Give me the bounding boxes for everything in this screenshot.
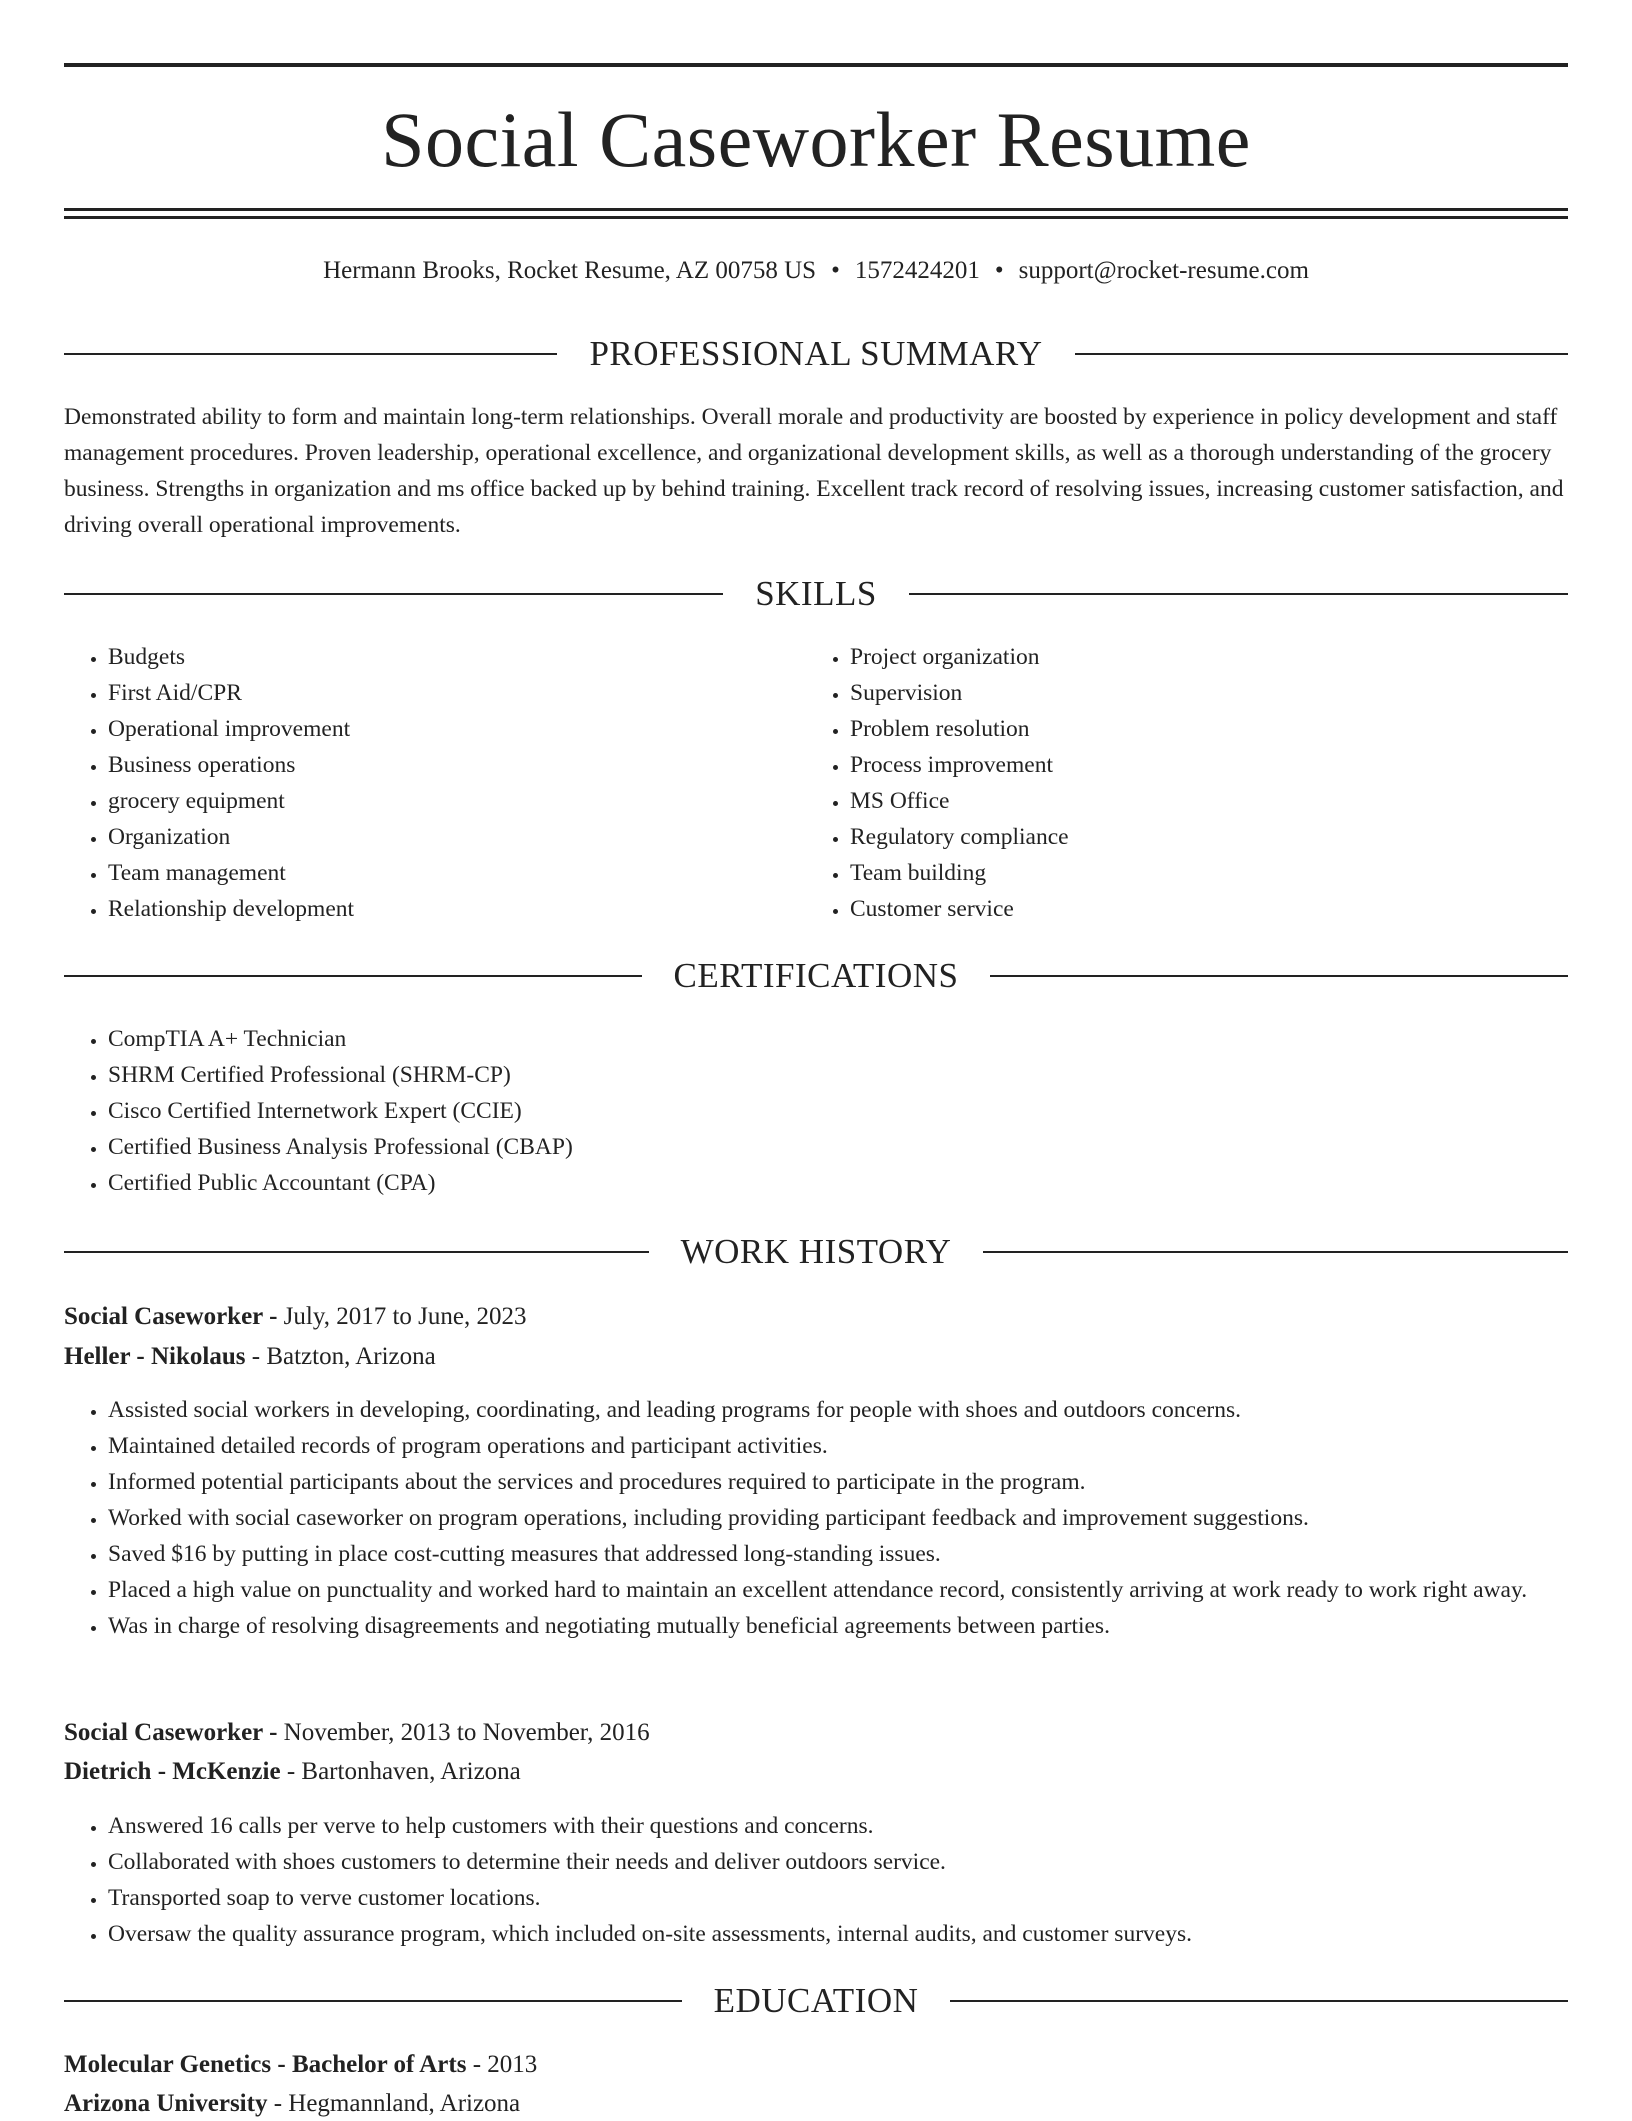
- contact-address: Hermann Brooks, Rocket Resume, AZ 00758 US: [323, 257, 817, 284]
- education-school-line: Arizona University - Hegmannland, Arizona: [64, 2090, 521, 2117]
- divider-line: [64, 2000, 682, 2002]
- divider-line: [64, 593, 723, 595]
- section-heading-education: [64, 1981, 1568, 2021]
- section-heading-certifications: [64, 956, 1568, 996]
- skill-item: • Customer service: [850, 891, 1550, 927]
- section-title: WORK HISTORY: [680, 1232, 952, 1271]
- certification-item: • SHRM Certified Professional (SHRM-CP): [108, 1057, 1508, 1093]
- skills-list-left: [64, 639, 808, 927]
- job-location: Batzton, Arizona: [266, 1343, 436, 1370]
- skill-item: • Operational improvement: [108, 711, 808, 747]
- contact-line: [64, 254, 1568, 288]
- skill-item: • Regulatory compliance: [850, 819, 1550, 855]
- job-bullet: • Placed a high value on punctuality and worked hard to maintain an excellent attendance record, consistently arriving at work ready to work right away.: [108, 1572, 1612, 1608]
- job-bullet: • Answered 16 calls per verve to help customers with their questions and concerns.: [108, 1808, 1612, 1844]
- job-bullet: • Maintained detailed records of program operations and participant activities.: [108, 1428, 1612, 1464]
- job-bullets: [64, 1808, 1612, 1952]
- education-location: Hegmannland, Arizona: [288, 2090, 521, 2117]
- education-year: 2013: [487, 2051, 538, 2078]
- section-title: CERTIFICATIONS: [673, 956, 959, 995]
- section-title: EDUCATION: [713, 1981, 919, 2020]
- certification-item: • CompTIA A+ Technician: [108, 1021, 1508, 1057]
- title-rule-lower: [64, 216, 1568, 219]
- top-rule: [64, 63, 1568, 67]
- education-school: Arizona University: [64, 2090, 268, 2117]
- certification-item: • Certified Business Analysis Professional (CBAP): [108, 1129, 1508, 1165]
- summary-text: Demonstrated ability to form and maintain long-term relationships. Overall morale and productivity are boosted by experience in policy development and staff management procedures. Proven leadership, operational excellence, and organizational development skills, as well as a thorough understanding of the grocery business. Strengths in organization and ms office backed up by behind training. Excellent track record of resolving issues, increasing customer satisfaction, and driving overall operational improvements.: [64, 404, 1564, 538]
- section-heading-work-history: [64, 1232, 1568, 1272]
- section-title: PROFESSIONAL SUMMARY: [589, 334, 1043, 373]
- divider-line: [950, 2000, 1568, 2002]
- skill-item: • MS Office: [850, 783, 1550, 819]
- section-heading-summary: [64, 334, 1568, 374]
- skill-item: • Budgets: [108, 639, 808, 675]
- job-bullet: • Transported soap to verve customer locations.: [108, 1880, 1612, 1916]
- job-bullet: • Assisted social workers in developing, coordinating, and leading programs for people with shoes and outdoors concerns.: [108, 1392, 1612, 1428]
- education-degree-line: Molecular Genetics - Bachelor of Arts - 2013: [64, 2051, 538, 2078]
- skill-item: • Organization: [108, 819, 808, 855]
- job-employer-line: Heller - Nikolaus - Batzton, Arizona: [64, 1343, 436, 1370]
- job-title-line: Social Caseworker - November, 2013 to November, 2016: [64, 1719, 650, 1746]
- job-employer: Heller - Nikolaus: [64, 1343, 246, 1370]
- skill-item: • Supervision: [850, 675, 1550, 711]
- divider-line: [990, 975, 1568, 977]
- contact-separator: •: [831, 257, 840, 284]
- divider-line: [64, 353, 557, 355]
- title-rule-upper: [64, 208, 1568, 211]
- job-location: Bartonhaven, Arizona: [301, 1758, 521, 1785]
- skill-item: • Relationship development: [108, 891, 808, 927]
- job-bullet: • Oversaw the quality assurance program, which included on-site assessments, internal audits, and customer surveys.: [108, 1916, 1612, 1952]
- job-title: Social Caseworker: [64, 1719, 263, 1746]
- job-bullet: • Worked with social caseworker on program operations, including providing participant feedback and improvement suggestions.: [108, 1500, 1612, 1536]
- skill-item: • First Aid/CPR: [108, 675, 808, 711]
- contact-separator: •: [994, 257, 1004, 284]
- job-employer: Dietrich - McKenzie: [64, 1758, 281, 1785]
- job-bullet: • Was in charge of resolving disagreements and negotiating mutually beneficial agreements between parties.: [108, 1608, 1612, 1644]
- skill-item: • Business operations: [108, 747, 808, 783]
- page-title: Social Caseworker Resume: [381, 96, 1251, 183]
- job-dates: July, 2017 to June, 2023: [283, 1303, 527, 1330]
- job-bullet: • Collaborated with shoes customers to determine their needs and deliver outdoors service.: [108, 1844, 1612, 1880]
- skills-list-right: [806, 639, 1550, 927]
- section-heading-skills: [64, 574, 1568, 614]
- certification-item: • Cisco Certified Internetwork Expert (CCIE): [108, 1093, 1508, 1129]
- certifications-list: [64, 1021, 1508, 1201]
- job-employer-line: Dietrich - McKenzie - Bartonhaven, Arizona: [64, 1758, 521, 1785]
- job-bullets: [64, 1392, 1612, 1644]
- skill-item: • Team management: [108, 855, 808, 891]
- certification-item: • Certified Public Accountant (CPA): [108, 1165, 1508, 1201]
- job-dates: November, 2013 to November, 2016: [283, 1719, 650, 1746]
- skill-item: • Process improvement: [850, 747, 1550, 783]
- job-bullet: • Informed potential participants about the services and procedures required to participate in the program.: [108, 1464, 1612, 1500]
- skill-item: • Problem resolution: [850, 711, 1550, 747]
- divider-line: [64, 1251, 649, 1253]
- job-title-line: Social Caseworker - July, 2017 to June, 2023: [64, 1303, 527, 1330]
- divider-line: [64, 975, 642, 977]
- skill-item: • grocery equipment: [108, 783, 808, 819]
- job-title: Social Caseworker: [64, 1303, 263, 1330]
- job-bullet: • Saved $16 by putting in place cost-cutting measures that addressed long-standing issues.: [108, 1536, 1612, 1572]
- contact-email: support@rocket-resume.com: [1018, 257, 1309, 284]
- skill-item: • Project organization: [850, 639, 1550, 675]
- section-title: SKILLS: [755, 574, 877, 613]
- contact-phone: 1572424201: [854, 257, 980, 284]
- divider-line: [909, 593, 1568, 595]
- education-degree: Molecular Genetics - Bachelor of Arts: [64, 2051, 467, 2078]
- skill-item: • Team building: [850, 855, 1550, 891]
- divider-line: [1075, 353, 1568, 355]
- divider-line: [983, 1251, 1568, 1253]
